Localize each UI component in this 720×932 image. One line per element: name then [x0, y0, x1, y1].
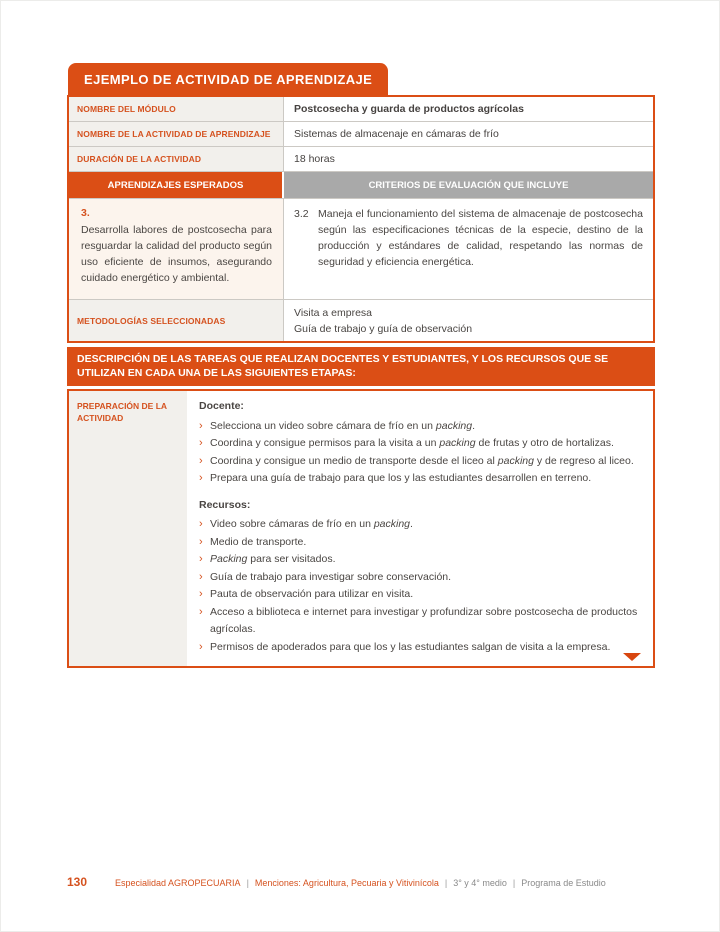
bullet-icon: › — [199, 640, 203, 653]
header-aprendizajes-esperados: APRENDIZAJES ESPERADOS — [69, 172, 284, 198]
table-row-actividad — [69, 121, 653, 146]
bullet-icon: › — [199, 454, 203, 467]
footer-mentions: Menciones: Agricultura, Pecuaria y Vitivinícola — [254, 878, 439, 888]
bullet-icon: › — [199, 605, 203, 618]
bullet-icon: › — [199, 518, 203, 530]
page-footer — [67, 875, 657, 889]
preparacion-content — [187, 391, 653, 666]
list-item: › Coordina y consigue permisos para la visita a un packing de frutas y otro de hortalizas. — [199, 435, 645, 453]
activity-info-table — [67, 95, 655, 343]
list-item: › Coordina y consigue un medio de transporte desde el liceo al packing y de regreso al liceo. — [199, 453, 645, 471]
docente-title: Docente: — [199, 400, 244, 412]
list-item: › Pauta de observación para utilizar en visita. — [199, 586, 645, 604]
bullet-icon: › — [199, 553, 203, 565]
metodologia-line: Visita a empresa — [294, 306, 373, 319]
bullet-icon: › — [199, 588, 203, 600]
row-value-duracion: 18 horas — [294, 153, 335, 165]
list-item: › Video sobre cámaras de frío en un packing. — [199, 516, 645, 534]
footer-program: Programa de Estudio — [521, 878, 606, 888]
bullet-icon: › — [199, 419, 203, 432]
page-number: 130 — [67, 875, 88, 889]
table-row-modulo — [69, 97, 653, 121]
bullet-icon: › — [199, 535, 203, 548]
activity-example-badge: EJEMPLO DE ACTIVIDAD DE APRENDIZAJE — [68, 63, 388, 95]
main-content — [67, 63, 655, 668]
list-item: › Guía de trabajo para investigar sobre conservación. — [199, 569, 645, 587]
preparacion-box — [67, 389, 655, 668]
preparacion-label: PREPARACIÓN DE LA ACTIVIDAD — [69, 391, 187, 666]
list-item: › Packing para ser visitados. — [199, 551, 645, 569]
recursos-list — [199, 516, 645, 656]
criterio-number: 3.2 — [294, 208, 309, 220]
bullet-icon: › — [199, 570, 203, 583]
row-label-actividad: NOMBRE DE LA ACTIVIDAD DE APRENDIZAJE — [69, 122, 284, 146]
row-label-modulo: NOMBRE DEL MÓDULO — [69, 97, 284, 121]
list-item: › Selecciona un video sobre cámara de frío en un packing. — [199, 418, 645, 436]
aprendizaje-number: 3. — [81, 207, 90, 219]
table-header-row — [69, 171, 653, 198]
footer-grade: 3° y 4° medio — [453, 878, 507, 888]
footer-specialty: Especialidad AGROPECUARIA — [115, 878, 241, 888]
table-row-duracion — [69, 146, 653, 171]
list-item: › Medio de transporte. — [199, 534, 645, 552]
continuation-arrow-icon — [623, 653, 641, 661]
header-criterios-evaluacion: CRITERIOS DE EVALUACIÓN QUE INCLUYE — [284, 172, 653, 198]
row-label-duracion: DURACIÓN DE LA ACTIVIDAD — [69, 147, 284, 171]
docente-list — [199, 418, 645, 488]
aprendizaje-text: Desarrolla labores de postcosecha para resguardar la calidad del producto según uso eficiente de insumos, asegurando cuidado energético y ambiental. — [81, 224, 272, 284]
row-label-metodologias: METODOLOGÍAS SELECCIONADAS — [69, 300, 284, 341]
bullet-icon: › — [199, 472, 203, 484]
footer-separator: | — [444, 878, 448, 888]
aprendizaje-cell — [69, 199, 284, 299]
footer-separator: | — [512, 878, 516, 888]
list-item: › Prepara una guía de trabajo para que los y las estudiantes desarrollen en terreno. — [199, 470, 645, 488]
description-band: DESCRIPCIÓN DE LAS TAREAS QUE REALIZAN DOCENTES Y ESTUDIANTES, Y LOS RECURSOS QUE SE UTILIZAN EN CADA UNA DE LAS SIGUIENTES ETAPAS: — [67, 347, 655, 386]
metodologia-line: Guía de trabajo y guía de observación — [294, 322, 473, 335]
table-row-metodologias — [69, 299, 653, 341]
criterio-text: Maneja el funcionamiento del sistema de almacenaje de postcosecha según las especificaciones técnicas de la especie, destino de la producción y estándares de calidad, respetando las normas de seguridad y eficiencia energética. — [318, 208, 643, 268]
list-item: › Permisos de apoderados para que los y las estudiantes salgan de visita a la empresa. — [199, 639, 645, 657]
footer-separator: | — [246, 878, 249, 888]
list-item: › Acceso a biblioteca e internet para investigar y profundizar sobre postcosecha de productos agrícolas. — [199, 605, 638, 635]
row-value-metodologias — [284, 300, 653, 341]
criterio-cell — [284, 199, 653, 299]
bullet-icon: › — [199, 437, 203, 449]
row-value-modulo: Postcosecha y guarda de productos agrícolas — [294, 103, 524, 115]
table-body-row — [69, 198, 653, 299]
row-value-actividad: Sistemas de almacenaje en cámaras de frío — [294, 128, 499, 140]
recursos-title: Recursos: — [199, 498, 251, 511]
